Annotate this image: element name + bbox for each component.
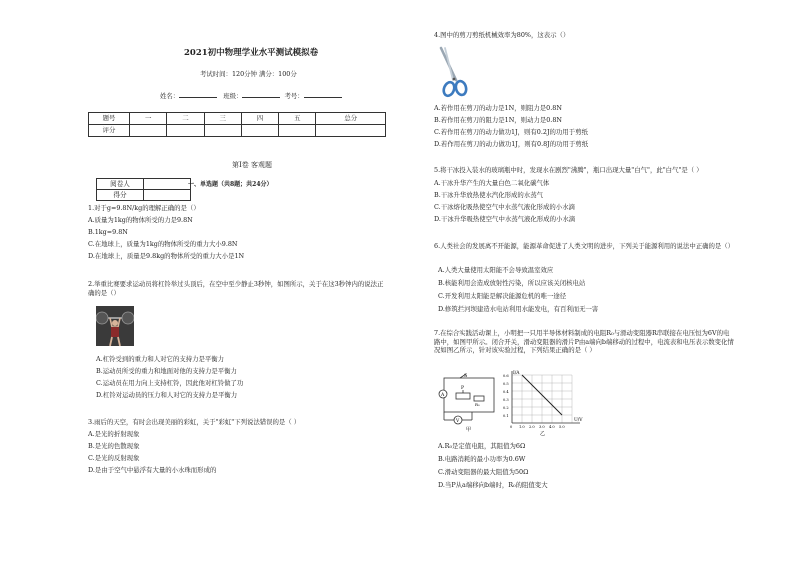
- score-cell[interactable]: [316, 125, 386, 137]
- x-tick: 2.0: [529, 425, 535, 429]
- exam-title: 2021初中物理学业水平测试模拟卷: [184, 48, 319, 58]
- slider-label: P: [461, 386, 465, 391]
- x-tick: 0: [510, 425, 513, 429]
- id-label: 考号：: [284, 92, 304, 100]
- q5-stem: 5.将干冰投入装水的玻璃瓶中时，发现水在剧烈"沸腾"，瓶口出现大量"白气"，此"白气"是（ ）: [434, 166, 703, 174]
- q7-option[interactable]: C.滑动变阻器的最大阻值为50Ω: [438, 468, 529, 476]
- circuit-diagram: [436, 372, 498, 432]
- part1-title: 第Ⅰ卷 客观题: [232, 161, 272, 169]
- q6-stem: 6.人类社会的发展离不开能源，能源革命促进了人类文明的进步，下列关于能源利用的说法中正确的是（）: [434, 242, 735, 250]
- q4-option[interactable]: B.若作用在剪刀的阻力是1N，则动力是0.8N: [434, 116, 562, 124]
- q4-option[interactable]: C.若作用在剪刀的动力做功1J，则有0.2J的功用于剪纸: [434, 128, 588, 136]
- q2-option[interactable]: C.运动员在用力向上支持杠铃，因此他对杠铃做了功: [96, 379, 244, 387]
- q5-option[interactable]: C.干冰熔化吸热使空气中水蒸气液化形成的小水滴: [434, 203, 575, 211]
- q3-stem: 3.雨后的天空，有时会出现美丽的彩虹，关于"彩虹"下列说法错误的是（ ）: [88, 418, 301, 426]
- q3-option[interactable]: D.是由于空气中悬浮有大量的小水珠而形成的: [88, 466, 217, 474]
- graph-y-label: I/A: [513, 371, 520, 376]
- section-title: 一、单选题（共8题；共24分）: [188, 181, 273, 188]
- y-tick: 0.1: [503, 414, 509, 418]
- q6-option[interactable]: B.核能利用会造成放射性污染，所以应该关闭核电站: [438, 279, 586, 287]
- q1-option[interactable]: B.1kg=9.8N: [88, 228, 128, 236]
- id-blank[interactable]: [304, 91, 342, 98]
- y-tick: 0.5: [503, 382, 509, 386]
- y-tick: 0.6: [503, 374, 509, 378]
- weightlifter-image: [96, 306, 134, 346]
- left-page: [88, 0, 386, 562]
- q4-stem: 4.图中的剪刀剪纸机械效率为80%，这表示（）: [434, 31, 570, 39]
- q5-option[interactable]: B.干冰升华放热使水汽化形成的水蒸气: [434, 191, 543, 199]
- score-table: [88, 112, 386, 137]
- y-tick: 0.2: [503, 406, 509, 410]
- x-tick: 5.0: [559, 425, 565, 429]
- q7-option[interactable]: A.R₀是定值电阻，其阻值为6Ω: [438, 442, 526, 450]
- iu-graph: [502, 370, 592, 438]
- score-cell[interactable]: [204, 125, 241, 137]
- class-label: 班级：: [223, 92, 243, 100]
- score-cell[interactable]: [130, 125, 167, 137]
- q1-option[interactable]: D.在地球上，质量是9.8kg的物体所受的重力大小是1N: [88, 252, 245, 260]
- q2-option[interactable]: A.杠铃受到的重力和人对它的支持力是平衡力: [96, 355, 225, 363]
- x-tick: 4.0: [549, 425, 555, 429]
- grader-cell[interactable]: [144, 179, 191, 190]
- score-cell: 一: [130, 113, 167, 125]
- class-blank[interactable]: [242, 91, 280, 98]
- fig-jia-label: 甲: [466, 427, 472, 432]
- r0-label: R₀: [475, 402, 480, 407]
- scissors-image: [436, 46, 472, 98]
- y-tick: 0.4: [503, 390, 509, 394]
- score-cell: 总分: [316, 113, 386, 125]
- score-cell: 题号: [89, 113, 130, 125]
- q3-option[interactable]: B.是光的色散现象: [88, 442, 140, 450]
- q7-stem: 7.在综合实践活动课上，小明把一只用半导体材料制成的电阻R₀与滑动变阻器R串联接在电压恒为6V的电路中，如图甲所示。闭合开关，滑动变阻器的滑片P由a端向b端移动的过程中，电流表和电压表示数变化情况如图乙所示，针对该实验过程，下列结果正确的是（ ）: [434, 329, 734, 355]
- x-tick: 1.0: [519, 425, 525, 429]
- ammeter-label: A: [441, 393, 445, 398]
- grader-table: [96, 178, 191, 201]
- switch-label: S: [464, 373, 468, 379]
- score-cell: 三: [204, 113, 241, 125]
- q4-option[interactable]: D.若作用在剪刀的动力做功1J，则有0.8J的功用于剪纸: [434, 140, 589, 148]
- score-label: 得分: [97, 190, 144, 201]
- score-cell[interactable]: [167, 125, 204, 137]
- right-page: [434, 0, 734, 562]
- student-info-line: [160, 91, 342, 101]
- score-input-cell[interactable]: [144, 190, 191, 201]
- q3-option[interactable]: C.是光的反射现象: [88, 454, 140, 462]
- score-cell[interactable]: [279, 125, 316, 137]
- q6-option[interactable]: C.开发利用太阳能是解决能源危机的唯一途径: [438, 292, 567, 300]
- score-cell: 评分: [89, 125, 130, 137]
- x-tick: 3.0: [539, 425, 545, 429]
- q7-option[interactable]: D.当P从a端移向b端时，R₀的阻值变大: [438, 481, 548, 489]
- q2-option[interactable]: D.杠铃对运动员的压力和人对它的支持力是平衡力: [96, 391, 238, 399]
- score-cell: 四: [241, 113, 278, 125]
- q2-stem: 2.举重比赛要求运动员将杠铃举过头顶后，在空中至少静止3秒钟，如图所示，关于在这3秒钟内的说法正确的是（）: [88, 280, 384, 297]
- q1-stem: 1.对于g=9.8N/kg的理解正确的是（）: [88, 204, 200, 212]
- exam-info: 考试时间：120分钟 满分：100分: [200, 70, 297, 78]
- q5-option[interactable]: D.干冰升华吸热使空气中水蒸气液化形成的小水滴: [434, 215, 576, 223]
- fig-yi-label: 乙: [540, 431, 546, 437]
- y-tick: 0.3: [503, 398, 509, 402]
- q3-option[interactable]: A.是光的折射现象: [88, 430, 140, 438]
- name-blank[interactable]: [179, 91, 217, 98]
- q5-option[interactable]: A.干冰升华产生的大量白色二氧化碳气体: [434, 179, 550, 187]
- score-cell[interactable]: [241, 125, 278, 137]
- name-label: 姓名：: [160, 92, 180, 100]
- q6-option[interactable]: D.修筑拦河坝建造水电站利用水能发电，有百利而无一害: [438, 305, 599, 313]
- voltmeter-label: V: [456, 419, 460, 424]
- grader-label: 阅卷人: [97, 179, 144, 190]
- q1-option[interactable]: C.在地球上，质量为1kg的物体所受的重力大小9.8N: [88, 240, 238, 248]
- q6-option[interactable]: A.人类大量使用太阳能不会导致温室效应: [438, 266, 554, 274]
- score-table-row: [89, 125, 386, 137]
- score-table-header: [89, 113, 386, 125]
- graph-x-label: U/V: [574, 418, 583, 423]
- q2-option[interactable]: B.运动员所受的重力和地面对他的支持力是平衡力: [96, 367, 237, 375]
- score-cell: 五: [279, 113, 316, 125]
- q4-option[interactable]: A.若作用在剪刀的动力是1N，则阻力是0.8N: [434, 104, 562, 112]
- q7-option[interactable]: B.电路消耗的最小功率为0.6W: [438, 455, 526, 463]
- score-cell: 二: [167, 113, 204, 125]
- q1-option[interactable]: A.质量为1kg的物体所受的力是9.8N: [88, 216, 193, 224]
